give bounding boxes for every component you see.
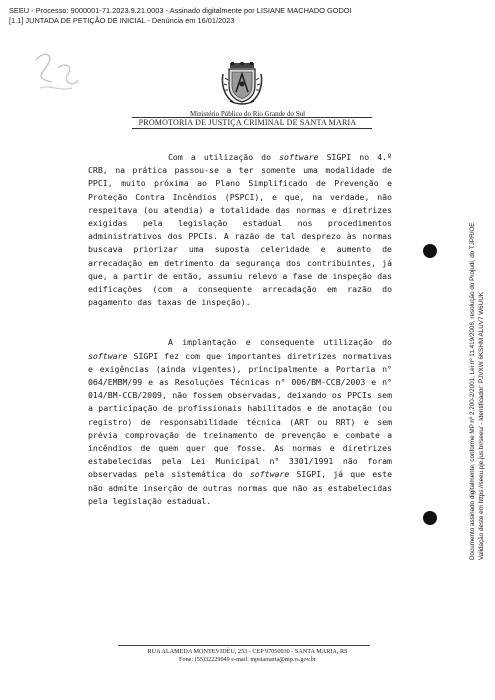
handwritten-annotation <box>30 48 90 108</box>
footer-address: RUA ALAMEDA MONTEVIDÉU, 253 - CEP 97050030 - SANTA MARIA, RS <box>147 648 348 655</box>
paragraph-2-emphasis-2: software <box>249 469 290 480</box>
signature-stamp-line2: Validação deste em https://seeu.pje.jus.br/seeu/ - Identificador: PJVXW 6KSHM ALUV7 W6UUK <box>478 292 485 560</box>
paragraph-1 <box>88 151 392 309</box>
paragraph-1-text-b: SIGPI no 4.º CRB, na prática passou-se a ter somente uma modalidade de PPCI, muito próxima ao Plano Simplificado de Prevenção e Proteção Contra Incêndios (PSPCI), e que, na verdade, não respeitava (ou atendia) a totalidade das normas e diretrizes exigidas pela legislação estadual nos procedimentos administrativos dos PPCIs. A razão de tal desprezo às normas buscava priorizar uma suposta celeridade e aumento de arrecadação em detrimento da segurança dos contribuintes, já que, a partir de então, assumiu relevo a fase de inspeção das edificações (com a consequente arrecadação em razão do pagamento das taxas de inspeção). <box>88 152 392 308</box>
paragraph-2-emphasis-1: software <box>88 350 128 361</box>
paragraph-1-text-a: Com a utilização do <box>168 152 280 162</box>
paragraph-2-text-a: A implantação e consequente utilização do <box>168 337 392 348</box>
system-header-line2: [1.1] JUNTADA DE PETIÇÃO DE INICIAL - Denúncia em 16/01/2023 <box>9 15 235 25</box>
punch-hole-top <box>423 244 437 258</box>
footer-rule <box>118 645 370 646</box>
punch-hole-bottom <box>423 511 437 525</box>
digital-signature-stamp <box>468 40 486 560</box>
signature-stamp-line1: Documento assinado digitalmente, conforme MP nº 2.200-2/2001, Lei nº 11.419/2006, resolução do Projudi, do TJPR/OE <box>469 222 476 560</box>
system-header-line1: SEEU - Processo: 9000001-71.2023.9.21.0003 - Assinado digitalmente por LISIANE MACHADO GODOI <box>9 6 352 15</box>
paragraph-2 <box>88 336 392 508</box>
document-body <box>88 151 392 535</box>
letterhead-office: PROMOTORIA DE JUSTIÇA CRIMINAL DE SANTA MARIA <box>138 118 357 127</box>
coat-of-arms-icon <box>221 62 263 106</box>
paragraph-2-text-b: SIGPI fez com que importantes diretrizes normativas e exigências (ainda vigentes), principalmente a Portaria n° 064/EMBM/99 e as Resoluções Técnicas n° 006/BM-CCB/2003 e n° 014/BM-CCB/2009, não fossem observadas, deixando os PPCIs sem a participação de profissionais habilitados e de anotação (ou registro) de responsabilidade técnica (ART ou RRT) e sem prévia comprovação de treinamento de prevenção e combate a incêndios de quem quer que fosse. As normas e diretrizes estabelecidas pela Lei Municipal n° 3301/1991 não foram observadas pela sistemática do <box>88 350 392 480</box>
footer-contact: Fone: (55)32229049 e-mail: mpstamaria@mp.rs.gov.br <box>179 656 316 663</box>
system-header <box>9 6 352 25</box>
paragraph-1-emphasis: software <box>279 152 319 162</box>
letterhead-institution: Ministério Público do Rio Grande do Sul <box>189 110 306 118</box>
letterhead-rule-bottom <box>132 128 372 129</box>
paragraph-2-text-c: SIGPI, já que este não admite inserção de outras normas que não as estabelecidas pela legislação estadual. <box>88 469 392 506</box>
